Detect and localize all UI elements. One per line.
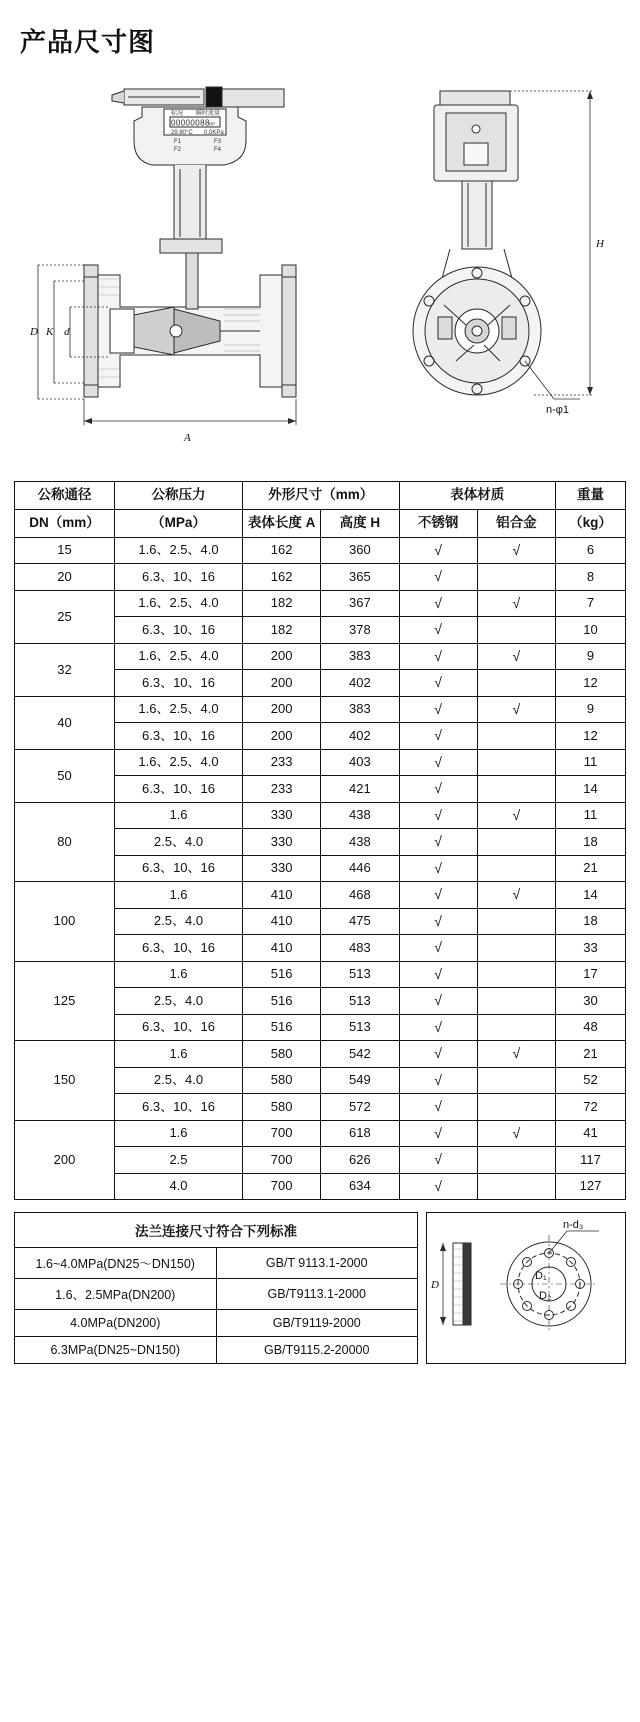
side-view-drawing: [404, 69, 634, 459]
cell-height: 513: [321, 988, 399, 1015]
header-dn-line2: DN（mm）: [15, 509, 115, 537]
svg-text:00000088: 00000088: [171, 118, 210, 128]
table-row: [15, 749, 626, 776]
cell-weight: 18: [556, 829, 626, 856]
flange-standard: GB/T9115.2-20000: [216, 1337, 418, 1364]
dim-label-D: D: [30, 326, 38, 338]
cell-aluminum: [477, 1067, 555, 1094]
cell-pn: 6.3、10、16: [115, 855, 243, 882]
cell-aluminum: [477, 829, 555, 856]
cell-length: 516: [243, 1014, 321, 1041]
cell-weight: 14: [556, 882, 626, 909]
cell-stainless: √: [399, 723, 477, 750]
flange-label-D2: D₂: [539, 1290, 552, 1303]
flange-figure: [426, 1212, 626, 1364]
svg-text:F2: F2: [174, 147, 182, 153]
cell-pn: 2.5、4.0: [115, 988, 243, 1015]
page-title: 产品尺寸图: [20, 27, 156, 57]
cell-pn: 6.3、10、16: [115, 1014, 243, 1041]
cell-stainless: √: [399, 829, 477, 856]
table-row: [15, 590, 626, 617]
cell-weight: 7: [556, 590, 626, 617]
cell-length: 580: [243, 1041, 321, 1068]
cell-length: 200: [243, 670, 321, 697]
header-material-group: 表体材质: [399, 482, 556, 510]
cell-aluminum: √: [477, 537, 555, 564]
cell-weight: 52: [556, 1067, 626, 1094]
cell-height: 475: [321, 908, 399, 935]
flange-title-row: [15, 1213, 418, 1248]
cell-stainless: √: [399, 696, 477, 723]
cell-weight: 11: [556, 749, 626, 776]
cell-pn: 6.3、10、16: [115, 670, 243, 697]
cell-pn: 6.3、10、16: [115, 617, 243, 644]
cell-stainless: √: [399, 1094, 477, 1121]
table-header-row-2: [15, 509, 626, 537]
cell-stainless: √: [399, 617, 477, 644]
cell-length: 410: [243, 882, 321, 909]
cell-height: 572: [321, 1094, 399, 1121]
cell-height: 421: [321, 776, 399, 803]
cell-length: 233: [243, 749, 321, 776]
cell-stainless: √: [399, 749, 477, 776]
cell-aluminum: [477, 988, 555, 1015]
cell-pn: 2.5: [115, 1147, 243, 1174]
cell-aluminum: √: [477, 1120, 555, 1147]
cell-aluminum: [477, 1094, 555, 1121]
cell-stainless: √: [399, 776, 477, 803]
flange-standards-table: [14, 1212, 418, 1364]
front-view-drawing: [24, 69, 354, 459]
cell-weight: 6: [556, 537, 626, 564]
header-weight-line2: （kg）: [556, 509, 626, 537]
cell-pn: 6.3、10、16: [115, 935, 243, 962]
cell-aluminum: [477, 1173, 555, 1200]
dim-label-n-phi1: n-φ1: [546, 404, 570, 416]
header-weight-line1: 重量: [556, 482, 626, 510]
cell-weight: 33: [556, 935, 626, 962]
cell-pn: 6.3、10、16: [115, 1094, 243, 1121]
cell-height: 367: [321, 590, 399, 617]
cell-weight: 30: [556, 988, 626, 1015]
cell-stainless: √: [399, 643, 477, 670]
svg-text:F4: F4: [214, 147, 222, 153]
cell-weight: 10: [556, 617, 626, 644]
dim-label-K: K: [46, 326, 54, 338]
cell-pn: 1.6: [115, 961, 243, 988]
cell-weight: 21: [556, 1041, 626, 1068]
table-row: [15, 564, 626, 591]
cell-length: 200: [243, 723, 321, 750]
cell-pn: 6.3、10、16: [115, 776, 243, 803]
cell-height: 402: [321, 670, 399, 697]
flange-label-n-d3: n-d₃: [563, 1219, 584, 1232]
cell-aluminum: [477, 723, 555, 750]
table-row: [15, 696, 626, 723]
cell-height: 618: [321, 1120, 399, 1147]
header-dn-line1: 公称通径: [15, 482, 115, 510]
cell-stainless: √: [399, 802, 477, 829]
cell-weight: 12: [556, 670, 626, 697]
dim-label-A: A: [184, 432, 191, 444]
cell-dn: 100: [15, 882, 115, 962]
cell-dn: 40: [15, 696, 115, 749]
cell-pn: 6.3、10、16: [115, 564, 243, 591]
table-header-row-1: [15, 482, 626, 510]
cell-height: 468: [321, 882, 399, 909]
cell-height: 634: [321, 1173, 399, 1200]
cell-length: 700: [243, 1147, 321, 1174]
cell-stainless: √: [399, 1067, 477, 1094]
header-stainless: 不锈钢: [399, 509, 477, 537]
cell-dn: 32: [15, 643, 115, 696]
cell-weight: 127: [556, 1173, 626, 1200]
cell-weight: 14: [556, 776, 626, 803]
cell-aluminum: [477, 617, 555, 644]
cell-weight: 21: [556, 855, 626, 882]
cell-stainless: √: [399, 1147, 477, 1174]
cell-stainless: √: [399, 537, 477, 564]
cell-height: 513: [321, 961, 399, 988]
cell-dn: 200: [15, 1120, 115, 1200]
cell-pn: 1.6、2.5、4.0: [115, 749, 243, 776]
svg-text:F3: F3: [214, 139, 222, 145]
cell-pn: 1.6: [115, 802, 243, 829]
cell-aluminum: √: [477, 590, 555, 617]
table-row: [15, 961, 626, 988]
flange-standards-section: [14, 1212, 626, 1364]
svg-text:F1: F1: [174, 139, 182, 145]
cell-pn: 1.6: [115, 882, 243, 909]
svg-text:0.0KPa: 0.0KPa: [204, 130, 224, 136]
cell-aluminum: [477, 776, 555, 803]
cell-aluminum: [477, 749, 555, 776]
cell-length: 233: [243, 776, 321, 803]
cell-height: 542: [321, 1041, 399, 1068]
header-pn-line1: 公称压力: [115, 482, 243, 510]
header-pn-line2: （MPa）: [115, 509, 243, 537]
cell-length: 182: [243, 617, 321, 644]
table-row: [15, 1041, 626, 1068]
cell-pn: 2.5、4.0: [115, 829, 243, 856]
header-length: 表体长度 A: [243, 509, 321, 537]
cell-pn: 1.6、2.5、4.0: [115, 643, 243, 670]
cell-height: 360: [321, 537, 399, 564]
flange-range: 1.6~4.0MPa(DN25～DN150): [15, 1248, 217, 1279]
cell-stainless: √: [399, 1014, 477, 1041]
cell-weight: 12: [556, 723, 626, 750]
flange-label-D: D: [431, 1279, 439, 1292]
flange-row: [15, 1337, 418, 1364]
cell-dn: 80: [15, 802, 115, 882]
cell-weight: 9: [556, 696, 626, 723]
table-row: [15, 1120, 626, 1147]
cell-dn: 20: [15, 564, 115, 591]
cell-height: 438: [321, 829, 399, 856]
cell-stainless: √: [399, 988, 477, 1015]
cell-dn: 25: [15, 590, 115, 643]
flange-range: 6.3MPa(DN25~DN150): [15, 1337, 217, 1364]
cell-weight: 41: [556, 1120, 626, 1147]
header-size-group: 外形尺寸（mm）: [243, 482, 400, 510]
flange-row: [15, 1279, 418, 1310]
cell-stainless: √: [399, 882, 477, 909]
flange-standard: GB/T9119-2000: [216, 1310, 418, 1337]
cell-length: 200: [243, 643, 321, 670]
cell-weight: 72: [556, 1094, 626, 1121]
cell-length: 580: [243, 1094, 321, 1121]
cell-stainless: √: [399, 908, 477, 935]
cell-weight: 9: [556, 643, 626, 670]
cell-aluminum: [477, 908, 555, 935]
cell-length: 182: [243, 590, 321, 617]
cell-weight: 11: [556, 802, 626, 829]
cell-stainless: √: [399, 590, 477, 617]
cell-length: 162: [243, 564, 321, 591]
cell-height: 383: [321, 643, 399, 670]
cell-stainless: √: [399, 1120, 477, 1147]
cell-pn: 2.5、4.0: [115, 908, 243, 935]
flange-range: 4.0MPa(DN200): [15, 1310, 217, 1337]
flange-row: [15, 1248, 418, 1279]
svg-text:标况: 标况: [171, 111, 184, 117]
cell-weight: 18: [556, 908, 626, 935]
cell-weight: 48: [556, 1014, 626, 1041]
cell-stainless: √: [399, 1173, 477, 1200]
cell-aluminum: √: [477, 802, 555, 829]
cell-pn: 4.0: [115, 1173, 243, 1200]
cell-height: 483: [321, 935, 399, 962]
cell-aluminum: [477, 564, 555, 591]
cell-aluminum: [477, 935, 555, 962]
cell-dn: 15: [15, 537, 115, 564]
cell-length: 162: [243, 537, 321, 564]
cell-length: 700: [243, 1173, 321, 1200]
cell-height: 549: [321, 1067, 399, 1094]
cell-stainless: √: [399, 935, 477, 962]
cell-aluminum: [477, 855, 555, 882]
cell-aluminum: √: [477, 696, 555, 723]
product-dimension-page: [0, 22, 640, 1722]
cell-height: 403: [321, 749, 399, 776]
cell-dn: 150: [15, 1041, 115, 1121]
specification-table: [14, 481, 626, 1200]
cell-length: 516: [243, 988, 321, 1015]
cell-aluminum: √: [477, 1041, 555, 1068]
cell-stainless: √: [399, 961, 477, 988]
table-row: [15, 537, 626, 564]
table-row: [15, 882, 626, 909]
cell-stainless: √: [399, 1041, 477, 1068]
cell-height: 438: [321, 802, 399, 829]
cell-length: 330: [243, 855, 321, 882]
cell-weight: 17: [556, 961, 626, 988]
cell-height: 626: [321, 1147, 399, 1174]
cell-aluminum: [477, 1014, 555, 1041]
flange-row: [15, 1310, 418, 1337]
cell-pn: 1.6、2.5、4.0: [115, 537, 243, 564]
cell-height: 365: [321, 564, 399, 591]
cell-height: 383: [321, 696, 399, 723]
header-height: 高度 H: [321, 509, 399, 537]
cell-aluminum: √: [477, 643, 555, 670]
cell-pn: 1.6、2.5、4.0: [115, 696, 243, 723]
cell-length: 330: [243, 829, 321, 856]
svg-text:29.80°C: 29.80°C: [171, 130, 193, 136]
cell-aluminum: [477, 670, 555, 697]
table-row: [15, 802, 626, 829]
cell-length: 410: [243, 935, 321, 962]
cell-pn: 1.6、2.5、4.0: [115, 590, 243, 617]
cell-stainless: √: [399, 564, 477, 591]
cell-pn: 6.3、10、16: [115, 723, 243, 750]
cell-aluminum: [477, 961, 555, 988]
cell-length: 516: [243, 961, 321, 988]
cell-weight: 117: [556, 1147, 626, 1174]
cell-stainless: √: [399, 670, 477, 697]
dim-label-H: H: [596, 238, 604, 250]
svg-text:m³: m³: [209, 121, 215, 128]
cell-pn: 1.6: [115, 1120, 243, 1147]
cell-aluminum: [477, 1147, 555, 1174]
drawings-area: [14, 69, 626, 469]
dim-label-d: d: [64, 326, 70, 338]
cell-dn: 125: [15, 961, 115, 1041]
flange-standard: GB/T9113.1-2000: [216, 1279, 418, 1310]
cell-pn: 1.6: [115, 1041, 243, 1068]
cell-pn: 2.5、4.0: [115, 1067, 243, 1094]
flange-range: 1.6、2.5MPa(DN200): [15, 1279, 217, 1310]
svg-text:瞬时流量: 瞬时流量: [196, 111, 221, 117]
table-row: [15, 643, 626, 670]
cell-aluminum: √: [477, 882, 555, 909]
flange-standard: GB/T 9113.1-2000: [216, 1248, 418, 1279]
cell-length: 200: [243, 696, 321, 723]
flange-title: 法兰连接尺寸符合下列标准: [15, 1213, 418, 1248]
cell-weight: 8: [556, 564, 626, 591]
flange-label-D1: D₁: [535, 1270, 547, 1283]
cell-height: 446: [321, 855, 399, 882]
cell-length: 330: [243, 802, 321, 829]
cell-height: 513: [321, 1014, 399, 1041]
cell-dn: 50: [15, 749, 115, 802]
cell-stainless: √: [399, 855, 477, 882]
header-aluminum: 铝合金: [477, 509, 555, 537]
cell-length: 580: [243, 1067, 321, 1094]
cell-length: 410: [243, 908, 321, 935]
cell-height: 378: [321, 617, 399, 644]
cell-length: 700: [243, 1120, 321, 1147]
cell-height: 402: [321, 723, 399, 750]
